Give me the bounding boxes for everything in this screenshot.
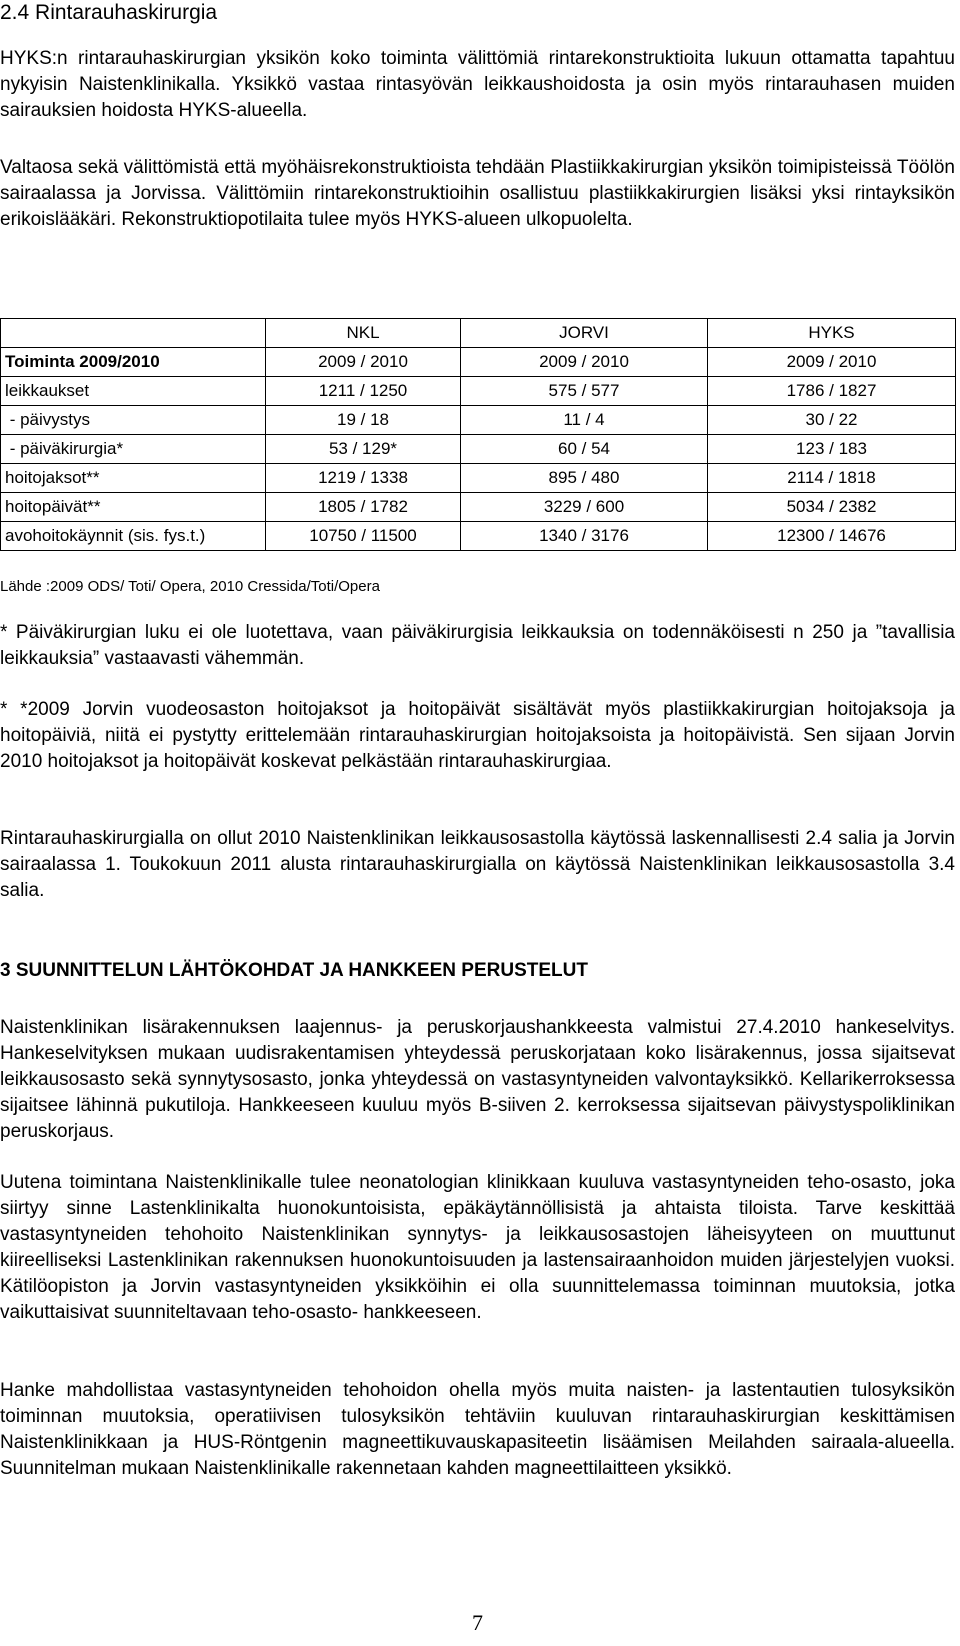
table-source-note: Lähde :2009 ODS/ Toti/ Opera, 2010 Cressida/Toti/Opera [0,578,380,595]
paragraph: HYKS:n rintarauhaskirurgian yksikön koko toiminta välittömiä rintarekonstruktioita lukuun ottamatta tapahtuu nykyisin Naistenklinikalla. Yksikkö vastaa rintasyövän leikkaushoidosta ja osin myös rintarauhasen muiden sairauksien hoidosta HYKS-alueella. [0,48,955,121]
table-header-cell: JORVI [461,319,708,348]
paragraph: Naistenklinikan lisärakennuksen laajennus- ja peruskorjaushankkeesta valmistui 27.4.2010 hankeselvitys. Hankeselvityksen mukaan uudisrakentamisen yhteydessä peruskorjataan koko lisärakennus, jossa sijaitsevat leikkausosasto sekä synnytysosasto, jonka yhteydessä on vastasyntyneiden valvontayksikkö. Kellarikerroksessa sijaitsee lähinnä pukutiloja. Hankkeeseen kuuluu myös B-siiven 2. kerroksessa sijaitsevan päivystyspoliklinikan peruskorjaus. [0,1017,955,1142]
table-cell: 19 / 18 [266,406,461,435]
table-row [1,435,956,464]
table-cell: 575 / 577 [461,377,708,406]
section-heading: 2.4 Rintarauhaskirurgia [0,1,218,24]
statistics-table [0,318,955,551]
row-label: leikkaukset [1,377,266,406]
table-cell: 2009 / 2010 [708,348,956,377]
table-header-cell [1,319,266,348]
table-cell: 5034 / 2382 [708,493,956,522]
table-header-cell: NKL [266,319,461,348]
row-label: hoitojaksot** [1,464,266,493]
table-cell: 2009 / 2010 [266,348,461,377]
table-row [1,464,956,493]
table-cell: 12300 / 14676 [708,522,956,551]
table-cell: 10750 / 11500 [266,522,461,551]
paragraph: Rintarauhaskirurgialla on ollut 2010 Naistenklinikan leikkausosastolla käytössä laskennallisesti 2.4 salia ja Jorvin sairaalassa 1. Toukokuun 2011 alusta rintarauhaskirurgialla on käytössä Naistenklinikan leikkausosastolla 3.4 salia. [0,828,955,901]
paragraph: Uutena toimintana Naistenklinikalle tulee neonatologian klinikkaan kuuluva vastasyntyneiden teho-osasto, joka siirtyy sinne Lastenklinikalta huonokuntoisista, epäkäytännöllisistä ja ahtaista tiloista. Tarve keskittää vastasyntyneiden tehohoito Naistenklinikan synnytys- ja leikkausosastojen läheisyyteen on muuttunut kiireelliseksi Lastenklinikan rakennuksen huonokuntoisuuden ja lastensairaanhoidon muiden järjestelyjen vuoksi. Kätilöopiston ja Jorvin vastasyntyneiden yksikköihin ei olla suunnittelemassa toiminnan muutoksia, jotka vaikuttaisivat suunniteltavaan teho-osasto- hankkeeseen. [0,1172,955,1323]
statistics-table-grid [0,318,956,551]
table-row [1,377,956,406]
table-cell: 1219 / 1338 [266,464,461,493]
row-label: - päiväkirurgia* [1,435,266,464]
table-cell: 30 / 22 [708,406,956,435]
row-label: - päivystys [1,406,266,435]
paragraph: Valtaosa sekä välittömistä että myöhäisrekonstruktioista tehdään Plastiikkakirurgian yksikön toimipisteissä Töölön sairaalassa ja Jorvissa. Välittömiin rintarekonstruktioihin osallistuu plastiikkakirurgien lisäksi yksi rintayksikön erikoislääkäri. Rekonstruktiopotilaita tulee myös HYKS-alueen ulkopuolelta. [0,157,955,230]
table-cell: 2114 / 1818 [708,464,956,493]
table-cell: 895 / 480 [461,464,708,493]
table-cell: 1340 / 3176 [461,522,708,551]
table-cell: 1211 / 1250 [266,377,461,406]
chapter-heading: 3 SUUNNITTELUN LÄHTÖKOHDAT JA HANKKEEN PERUSTELUT [0,960,588,981]
table-cell: 3229 / 600 [461,493,708,522]
table-cell: 60 / 54 [461,435,708,464]
table-cell: 53 / 129* [266,435,461,464]
paragraph: Hanke mahdollistaa vastasyntyneiden tehohoidon ohella myös muita naisten- ja lastentautien tulosyksikön toiminnan muutoksia, operatiivisen tulosyksikön tehtäviin kuuluvan rintarauhaskirurgian keskittämisen Naistenklinikkaan ja HUS-Röntgenin magneettikuvauskapasiteetin lisäämisen Meilahden sairaala-alueella. Suunnitelman mukaan Naistenklinikalle rakennetaan kahden magneettilaitteen yksikkö. [0,1380,955,1479]
table-cell: 11 / 4 [461,406,708,435]
footnote-paragraph: * *2009 Jorvin vuodeosaston hoitojaksot ja hoitopäivät sisältävät myös plastiikkakirurgian hoitojaksoja ja hoitopäiviä, niitä ei pystytty erittelemään rintarauhaskirurgian hoitojaksoista ja hoitopäivistä. Sen sijaan Jorvin 2010 hoitojaksot ja hoitopäivät koskevat pelkästään rintarauhaskirurgiaa. [0,699,955,772]
table-cell: 2009 / 2010 [461,348,708,377]
table-row [1,522,956,551]
table-header-cell: HYKS [708,319,956,348]
row-label: avohoitokäynnit (sis. fys.t.) [1,522,266,551]
row-label: Toiminta 2009/2010 [1,348,266,377]
table-header-row [1,319,956,348]
table-cell: 1786 / 1827 [708,377,956,406]
table-cell: 1805 / 1782 [266,493,461,522]
footnote-paragraph: * Päiväkirurgian luku ei ole luotettava, vaan päiväkirurgisia leikkauksia on todennäköisesti n 250 ja ”tavallisia leikkauksia” vastaavasti vähemmän. [0,622,955,669]
table-row [1,348,956,377]
table-row [1,493,956,522]
table-row [1,406,956,435]
row-label: hoitopäivät** [1,493,266,522]
page-number: 7 [472,1610,483,1635]
table-cell: 123 / 183 [708,435,956,464]
